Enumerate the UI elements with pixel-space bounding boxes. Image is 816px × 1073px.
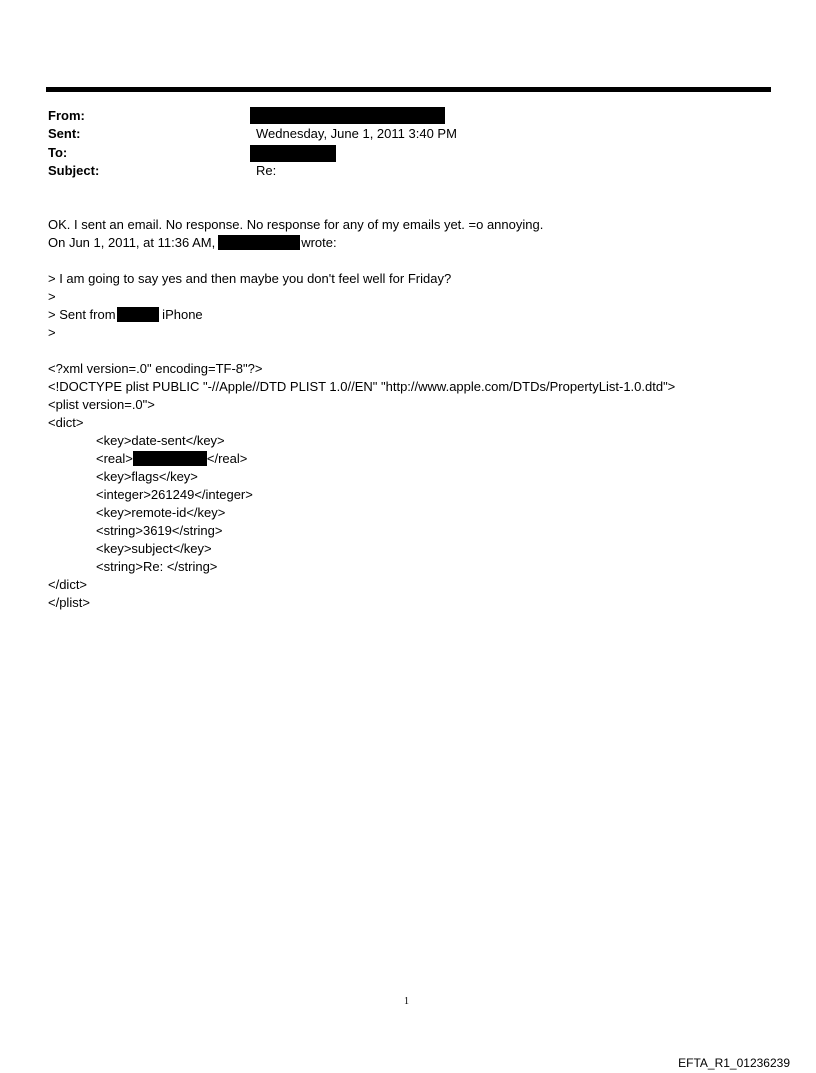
message-line: OK. I sent an email. No response. No response for any of my emails yet. =o annoying. [48, 217, 544, 232]
sent-value: Wednesday, June 1, 2011 3:40 PM [256, 126, 457, 141]
attribution-suffix: wrote: [301, 235, 337, 250]
plist-line: <!DOCTYPE plist PUBLIC "-//Apple//DTD PLIST 1.0//EN" "http://www.apple.com/DTDs/PropertyList-1.0.dtd"> [48, 379, 676, 394]
signature-redaction [117, 307, 159, 322]
quoted-signature [48, 306, 203, 324]
plist-line: </plist> [48, 595, 90, 610]
quoted-line: > [48, 289, 56, 304]
plist-line: <integer>261249</integer> [96, 487, 253, 502]
bates-number: EFTA_R1_01236239 [678, 1056, 790, 1070]
to-redaction [250, 145, 336, 162]
date-redaction [133, 451, 207, 466]
from-redaction [250, 107, 445, 124]
plist-line: <key>date-sent</key> [96, 433, 225, 448]
signature-suffix: iPhone [158, 307, 203, 322]
quoted-line: > [48, 325, 56, 340]
plist-real-line [96, 450, 247, 468]
real-open-tag: <real> [96, 451, 133, 466]
plist-line: <dict> [48, 415, 84, 430]
plist-line: </dict> [48, 577, 88, 592]
sender-redaction [218, 235, 300, 250]
plist-line: <key>remote-id</key> [96, 505, 226, 520]
plist-line: <?xml version=.0" encoding=TF-8"?> [48, 361, 263, 376]
sent-label: Sent: [48, 126, 81, 141]
real-close-tag: </real> [206, 451, 248, 466]
header-rule [46, 87, 771, 92]
subject-value: Re: [256, 163, 277, 178]
plist-line: <plist version=.0"> [48, 397, 155, 412]
page-number: 1 [404, 996, 409, 1007]
plist-line: <key>subject</key> [96, 541, 212, 556]
from-label: From: [48, 108, 85, 123]
plist-line: <string>3619</string> [96, 523, 223, 538]
to-label: To: [48, 145, 68, 160]
signature-prefix: > Sent from [48, 307, 116, 322]
quoted-line: > I am going to say yes and then maybe you don't feel well for Friday? [48, 271, 452, 286]
reply-attribution [48, 234, 337, 252]
subject-label: Subject: [48, 163, 100, 178]
attribution-prefix: On Jun 1, 2011, at 11:36 AM, [48, 235, 216, 250]
plist-line: <string>Re: </string> [96, 559, 218, 574]
plist-line: <key>flags</key> [96, 469, 198, 484]
